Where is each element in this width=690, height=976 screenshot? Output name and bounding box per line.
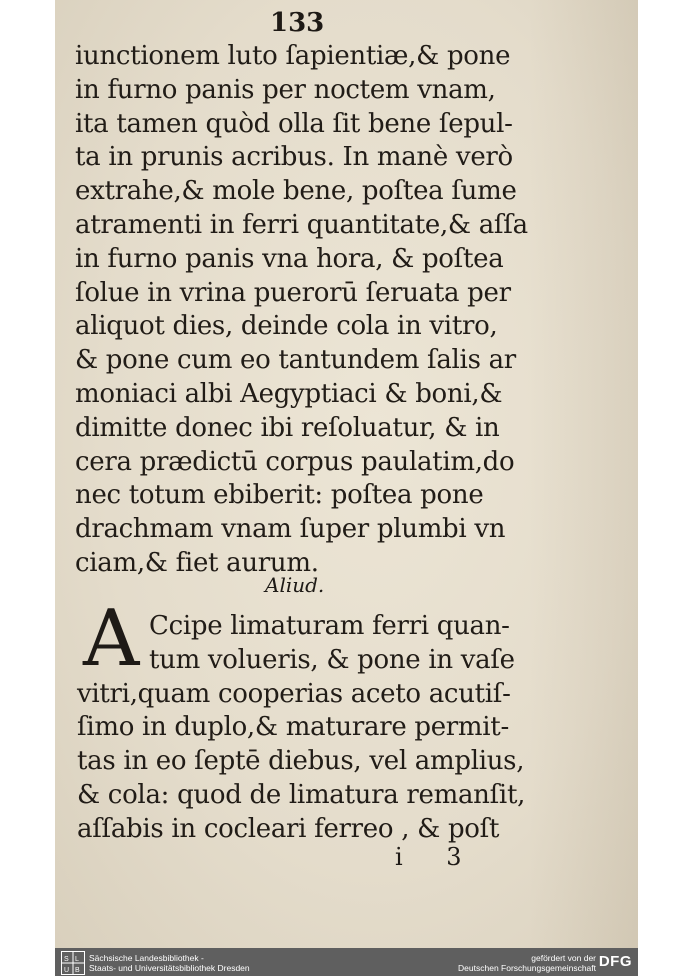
text-line: atramenti in ferri quantitate,& aſſa [75, 209, 528, 240]
text-line: iunctionem luto ſapientiæ,& pone [75, 41, 511, 71]
text-line: ciam,& fiet aurum. [75, 547, 319, 578]
svg-text:L: L [75, 956, 79, 963]
text-line: ſimo in duplo,& maturare permit- [77, 712, 509, 743]
library-line-2: Staats- und Universitätsbibliothek Dresden [89, 963, 250, 973]
text-line: ita tamen quòd olla ſit bene ſepul- [75, 108, 513, 139]
drop-cap-initial: A [83, 594, 140, 684]
funding-line-2: Deutschen Forschungsgemeinschaft [458, 963, 596, 973]
text-line: aſſabis in cocleari ferreo , & poſt [77, 813, 500, 844]
text-line: dimitte donec ibi reſoluatur, & in [75, 412, 500, 443]
scanned-page [55, 0, 638, 948]
paragraph-1 [75, 40, 528, 581]
text-line: tas in eo ſeptē diebus, vel amplius, [77, 746, 525, 777]
text-line: extrahe,& mole bene, poſtea ſume [75, 176, 517, 207]
text-line: drachmam vnam ſuper plumbi vn [75, 514, 506, 545]
svg-text:S: S [64, 956, 69, 963]
page-number: 133 [270, 8, 325, 38]
text-line: moniaci albi Aegyptiaci & boni,& [75, 378, 503, 409]
library-credit [89, 953, 250, 973]
svg-text:U: U [64, 967, 70, 974]
text-line: in furno panis per noctem vnam, [75, 74, 496, 105]
text-line: ta in prunis acribus. In manè verò [75, 142, 513, 173]
footer-bar [55, 948, 638, 976]
funding-line-1: gefördert von der [531, 953, 596, 963]
section-heading: Aliud. [265, 573, 325, 597]
text-line: aliquot dies, deinde cola in vitro, [75, 311, 498, 342]
dfg-logo: DFG [598, 953, 632, 970]
text-line: tum volueris, & pone in vaſe [149, 644, 515, 675]
text-line: cera prædictū corpus paulatim,do [75, 446, 515, 477]
text-line: Ccipe limaturam ferri quan- [149, 611, 510, 641]
text-line: in furno panis vna hora, & poſtea [75, 243, 504, 274]
signature-mark: i 3 [395, 843, 480, 871]
text-line: vitri,quam cooperias aceto acutiſ- [77, 678, 511, 709]
library-line-1: Sächsische Landesbibliothek - [89, 953, 204, 963]
text-line: & cola: quod de limatura remanſit, [77, 779, 526, 810]
text-line: nec totum ebiberit: poſtea pone [75, 480, 484, 511]
paragraph-2 [77, 610, 527, 847]
svg-text:B: B [75, 967, 80, 974]
funding-credit [458, 953, 596, 973]
slub-logo-icon [61, 951, 85, 975]
text-line: ſolue in vrina puerorū ſeruata per [75, 277, 511, 308]
text-line: & pone cum eo tantundem ſalis ar [75, 345, 516, 376]
